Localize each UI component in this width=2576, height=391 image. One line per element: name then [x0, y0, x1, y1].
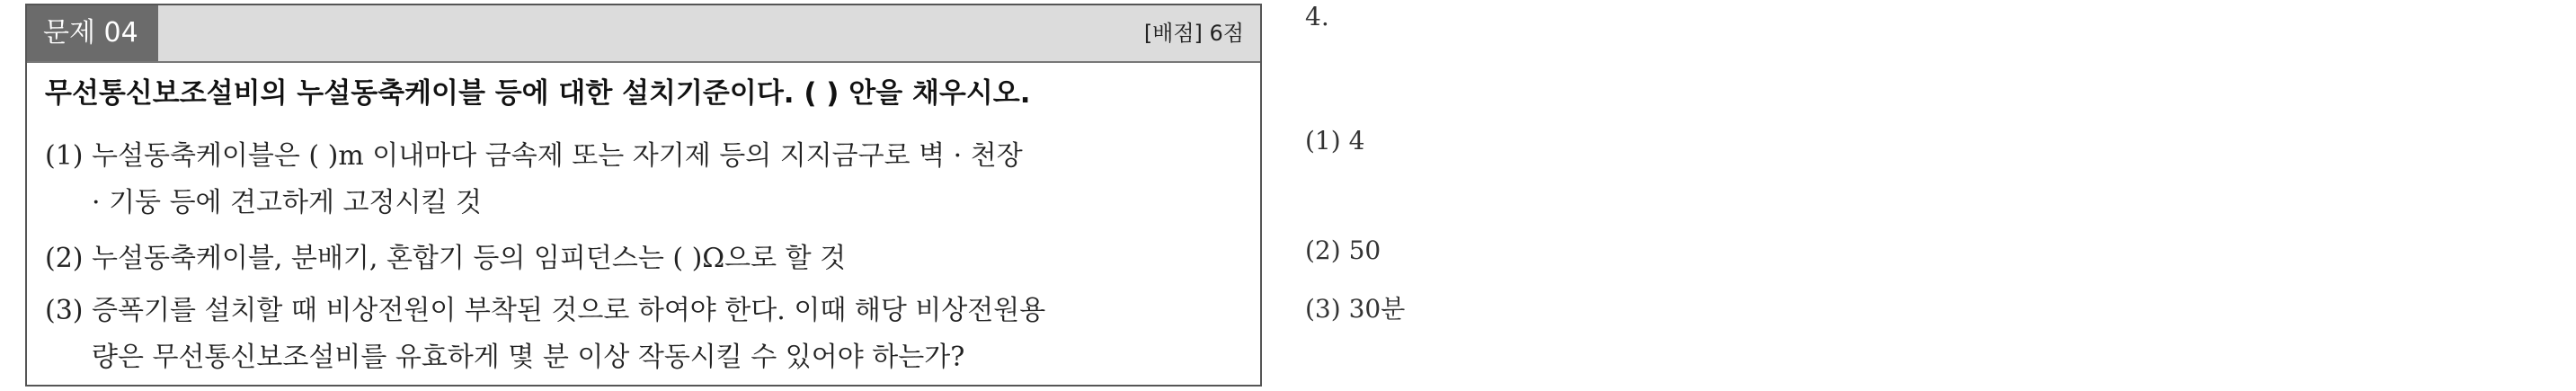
- answer-item-2: (2) 50: [1305, 235, 1381, 265]
- question-item-1: [45, 133, 1240, 227]
- item-text-line2: · 기둥 등에 견고하게 고정시킬 것: [92, 187, 482, 218]
- item-number: (1): [45, 140, 84, 172]
- answer-heading: 4.: [1305, 2, 1329, 31]
- item-text-line1: 증폭기를 설치할 때 비상전원이 부착된 것으로 하여야 한다. 이때 해당 비상전원용: [92, 295, 1046, 326]
- question-box: [25, 4, 1262, 387]
- question-number-badge: 문제 04: [27, 5, 158, 61]
- question-points: [배점] 6점: [1143, 21, 1244, 46]
- answer-item-3: (3) 30분: [1305, 294, 1406, 324]
- question-item-2: [45, 235, 1240, 282]
- question-header: [27, 5, 1260, 63]
- item-number: (2): [45, 243, 84, 274]
- item-text-line1: 누설동축케이블, 분배기, 혼합기 등의 임피던스는 ( )Ω으로 할 것: [92, 243, 847, 274]
- question-title: 무선통신보조설비의 누설동축케이블 등에 대한 설치기준이다. ( ) 안을 채우시오.: [45, 77, 1031, 110]
- answer-item-1: (1) 4: [1305, 126, 1365, 156]
- item-number: (3): [45, 295, 84, 326]
- item-text-line2: 량은 무선통신보조설비를 유효하게 몇 분 이상 작동시킬 수 있어야 하는가?: [92, 342, 965, 373]
- item-text-line1: 누설동축케이블은 ( )m 이내마다 금속제 또는 자기제 등의 지지금구로 벽 · 천장: [92, 140, 1023, 172]
- question-item-3: [45, 288, 1240, 381]
